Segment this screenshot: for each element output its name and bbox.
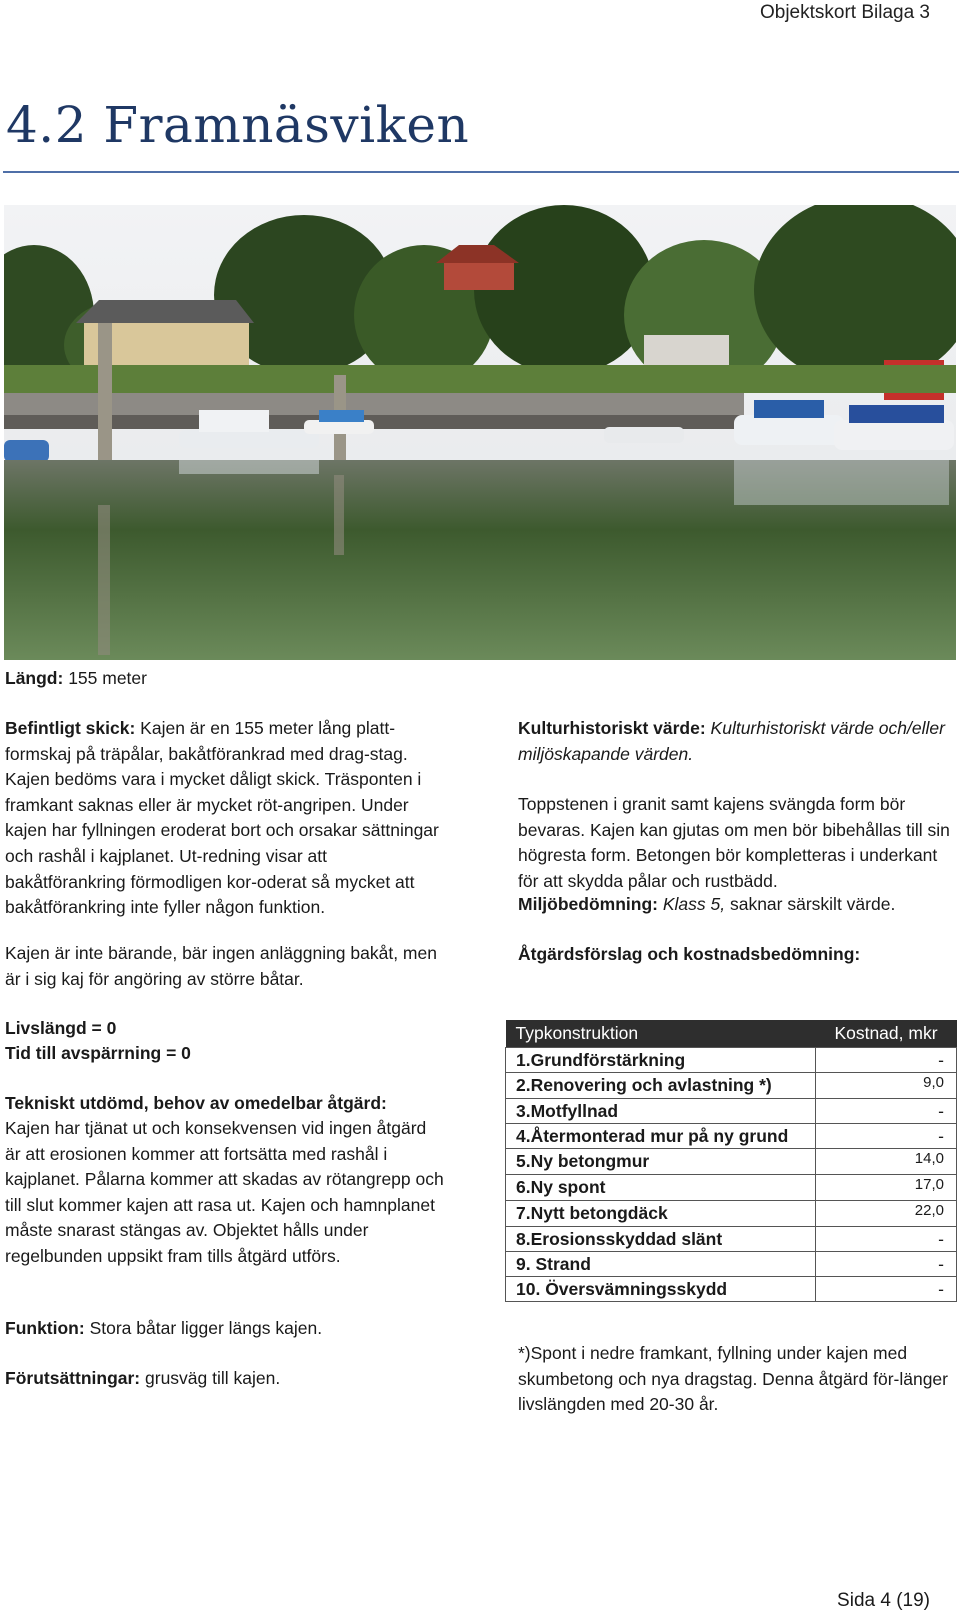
row-cost: -: [816, 1227, 957, 1252]
function-label: Funktion:: [5, 1318, 85, 1338]
row-cost: -: [816, 1099, 957, 1124]
row-name: 9. Strand: [506, 1252, 816, 1277]
time-to-close: Tid till avspärrning = 0: [5, 1043, 191, 1063]
function-line: [5, 1316, 445, 1342]
length-value: 155 meter: [63, 668, 147, 688]
row-cost: 14,0: [816, 1149, 957, 1175]
row-cost: -: [816, 1277, 957, 1302]
environment-text: saknar särskilt värde.: [725, 894, 896, 914]
length-line: [5, 666, 445, 692]
harbor-photo: [4, 205, 956, 660]
row-cost: -: [816, 1048, 957, 1073]
table-row: [506, 1201, 957, 1227]
length-label: Längd:: [5, 668, 64, 688]
table-row: [506, 1048, 957, 1073]
condemned-label: Tekniskt utdömd, behov av omedelbar åtgärd:: [5, 1093, 387, 1113]
row-name: 4.Återmonterad mur på ny grund: [506, 1124, 816, 1149]
cost-table-header: [506, 1020, 957, 1048]
condemned-heading: [5, 1091, 445, 1117]
row-cost: 22,0: [816, 1201, 957, 1227]
table-row: [506, 1252, 957, 1277]
row-cost: -: [816, 1124, 957, 1149]
document-label: Objektskort Bilaga 3: [759, 2, 930, 23]
table-row: [506, 1277, 957, 1302]
culture-value: [518, 716, 958, 767]
existing-label: Befintligt skick:: [5, 718, 136, 738]
lifetime-line: [5, 1016, 445, 1042]
cost-table: [505, 1020, 957, 1302]
row-name: 2.Renovering och avlastning *): [506, 1073, 816, 1099]
row-name: 7.Nytt betongdäck: [506, 1201, 816, 1227]
page-number: Sida 4 (19): [837, 1590, 930, 1611]
title-underline: [3, 171, 959, 173]
row-name: 3.Motfyllnad: [506, 1099, 816, 1124]
table-row: [506, 1073, 957, 1099]
row-name: 6.Ny spont: [506, 1175, 816, 1201]
row-name: 10. Översvämningsskydd: [506, 1277, 816, 1302]
condemned-text: Kajen har tjänat ut och konsekvensen vid ingen åtgärd är att erosionen kommer att fortsätta med rashål i kajplanet. Pålarna kommer att skadas av rötangrepp och till slut kommer kajen att rasa ut. Kajen och hamnplanet måste snarast stängas av. Objektet hålls under regelbunden uppsikt fram tills åtgärd utförs.: [5, 1118, 444, 1266]
existing-text: Kajen är en 155 meter lång platt-formskaj på träpålar, bakåtförankrad med drag-stag. Kajen bedöms vara i mycket dåligt skick. Träsponten i framkant saknas eller är mycket röt-angripen. Under kajen har fyllningen eroderat bort och orsakar sättningar och rashål i kajplanet. Ut-redning visar att bakåtförankring förmodligen kor-oderat så mycket att bakåtförankring inte fyller någon funktion.: [5, 718, 439, 918]
culture-italic: Kulturhistoriskt värde och/eller miljöskapande värden.: [518, 718, 945, 764]
function-text: Stora båtar ligger längs kajen.: [84, 1318, 323, 1338]
row-cost: 9,0: [816, 1073, 957, 1099]
col-kostnad: Kostnad, mkr: [816, 1020, 957, 1048]
prereq-line: [5, 1366, 445, 1392]
prereq-text: grusväg till kajen.: [140, 1368, 281, 1388]
row-name: 5.Ny betongmur: [506, 1149, 816, 1175]
footnote: *)Spont i nedre framkant, fyllning under kajen med skumbetong och nya dragstag. Denna åtgärd för-länger livslängden med 20-30 år.: [518, 1343, 948, 1415]
table-row: [506, 1124, 957, 1149]
table-row: [506, 1175, 957, 1201]
table-row: [506, 1227, 957, 1252]
row-cost: 17,0: [816, 1175, 957, 1201]
row-cost: -: [816, 1252, 957, 1277]
existing-condition: [5, 716, 445, 921]
culture-text: Toppstenen i granit samt kajens svängda form bör bevaras. Kajen kan gjutas om men bör bibehållas till sin högresta form. Betongen bör kompletteras i underkant för att skydda pålar och rustbädd.: [518, 794, 950, 891]
measures-heading: [518, 942, 958, 968]
row-name: 1.Grundförstärkning: [506, 1048, 816, 1073]
environment-line: [518, 892, 958, 918]
time-to-close-line: [5, 1041, 445, 1067]
lifetime: Livslängd = 0: [5, 1018, 117, 1038]
table-row: [506, 1099, 957, 1124]
table-row: [506, 1149, 957, 1175]
page-title: 4.2 Framnäsviken: [6, 96, 470, 154]
culture-label: Kulturhistoriskt värde:: [518, 718, 706, 738]
col-typkonstruktion: Typkonstruktion: [506, 1020, 816, 1048]
row-name: 8.Erosionsskyddad slänt: [506, 1227, 816, 1252]
measures-heading-text: Åtgärdsförslag och kostnadsbedömning:: [518, 944, 861, 964]
existing-condition-2: Kajen är inte bärande, bär ingen anläggning bakåt, men är i sig kaj för angöring av större båtar.: [5, 943, 437, 989]
environment-class: Klass 5,: [657, 894, 726, 914]
environment-label: Miljöbedömning:: [518, 894, 658, 914]
prereq-label: Förutsättningar:: [5, 1368, 141, 1388]
